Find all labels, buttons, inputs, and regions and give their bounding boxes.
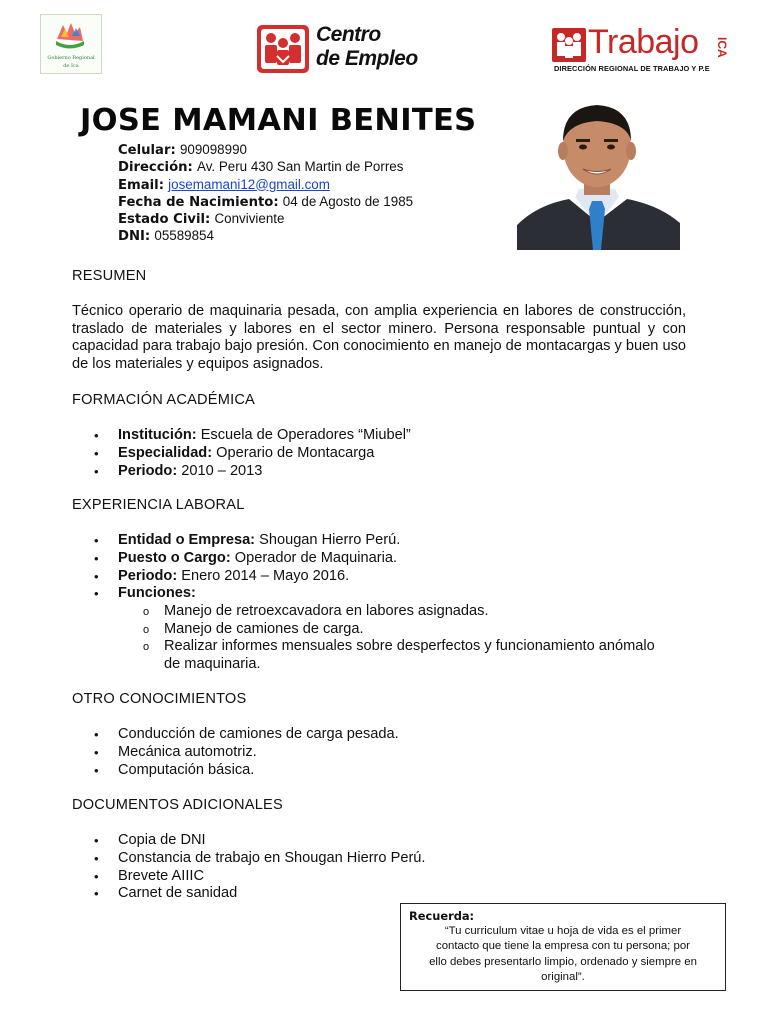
list-item: • Entidad o Empresa: Shougan Hierro Perú.	[94, 532, 401, 548]
centro-de-empleo-icon	[256, 24, 310, 74]
sub-list-item: o Manejo de retroexcavadora en labores asignadas.	[143, 603, 489, 619]
logo-left-line1: Gobierno Regional	[47, 55, 95, 61]
trabajo-wordmark: Trabajo	[588, 23, 699, 61]
ica-mark-icon	[700, 28, 729, 58]
trabajo-people-icon	[552, 28, 586, 62]
list-item: • Carnet de sanidad	[94, 885, 238, 902]
recuerda-note	[400, 903, 726, 991]
portrait-icon	[517, 97, 680, 250]
list-item: • Mecánica automotriz.	[94, 743, 257, 760]
contact-birthdate: Fecha de Nacimiento: 04 de Agosto de 1985	[118, 193, 414, 210]
contact-civil-status: Estado Civil: Conviviente	[118, 211, 285, 228]
list-item: • Institución: Escuela de Operadores “Miubel”	[94, 427, 411, 443]
candidate-name: JOSE MAMANI BENITES	[80, 103, 477, 138]
summary-text: Técnico operario de maquinaria pesada, con amplia experiencia en labores de construcción, traslado de materiales y labores en el sector minero. Persona responsable puntual y con capacidad para trabajo bajo presión. Con conocimiento en manejo de montacargas y buen uso de los materiales y equipos asignados.	[72, 303, 686, 372]
section-formacion-title: FORMACIÓN ACADÉMICA	[72, 392, 255, 408]
contact-celular: Celular: 909098990	[118, 142, 247, 158]
contact-email: Email: josemamani12@gmail.com	[118, 176, 330, 193]
section-resumen-title: RESUMEN	[72, 268, 147, 284]
list-item: • Funciones:	[94, 585, 196, 602]
trabajo-subtitle: DIRECCIÓN REGIONAL DE TRABAJO Y P.E	[554, 64, 710, 73]
documentos-list	[0, 832, 425, 903]
list-item: • Conducción de camiones de carga pesada.	[94, 726, 399, 742]
recuerda-title: Recuerda:	[409, 909, 475, 923]
contact-info	[118, 142, 413, 246]
section-otros-title: OTRO CONOCIMIENTOS	[72, 691, 247, 707]
recuerda-quote: “Tu curriculum vitae u hoja de vida es el primer contacto que tiene la empresa con tu persona; por ello debes presentarlo limpio, ordenado y siempre en original”.	[429, 925, 697, 983]
centro-de-empleo-line2: de Empleo	[316, 47, 418, 70]
centro-de-empleo-line1: Centro	[316, 23, 381, 46]
list-item: • Constancia de trabajo en Shougan Hierro Perú.	[94, 849, 426, 866]
sub-list-item: o Realizar informes mensuales sobre desperfectos y funcionamiento anómalo	[143, 638, 655, 655]
list-item: • Periodo: 2010 – 2013	[94, 462, 263, 479]
list-item: • Brevete AIIIC	[94, 867, 204, 884]
contact-direccion: Dirección: Av. Peru 430 San Martin de Porres	[118, 159, 404, 176]
profile-photo	[517, 97, 680, 250]
list-item: • Copia de DNI	[94, 832, 206, 848]
regional-government-logo	[40, 14, 102, 74]
contact-dni: DNI: 05589854	[118, 228, 214, 245]
sub-list-item: o Manejo de camiones de carga.	[143, 620, 364, 637]
centro-de-empleo-logo	[256, 22, 426, 74]
section-experiencia-title: EXPERIENCIA LABORAL	[72, 497, 245, 513]
trabajo-logo	[548, 24, 728, 74]
experiencia-list	[0, 532, 400, 603]
sub-list-item-continued: de maquinaria.	[164, 655, 261, 672]
list-item: • Periodo: Enero 2014 – Mayo 2016.	[94, 567, 350, 584]
funciones-list	[0, 603, 655, 673]
section-documentos-title: DOCUMENTOS ADICIONALES	[72, 797, 283, 813]
list-item: • Especialidad: Operario de Montacarga	[94, 444, 375, 461]
ica-emblem-icon	[53, 19, 87, 51]
email-link[interactable]: josemamani12@gmail.com	[168, 176, 330, 192]
list-item: • Puesto o Cargo: Operador de Maquinaria.	[94, 549, 398, 566]
list-item: • Computación básica.	[94, 761, 255, 778]
logo-left-line2: de Ica	[63, 63, 79, 69]
otros-list	[0, 726, 399, 779]
svg-text:ICA: ICA	[715, 37, 729, 58]
formacion-list	[0, 427, 411, 480]
